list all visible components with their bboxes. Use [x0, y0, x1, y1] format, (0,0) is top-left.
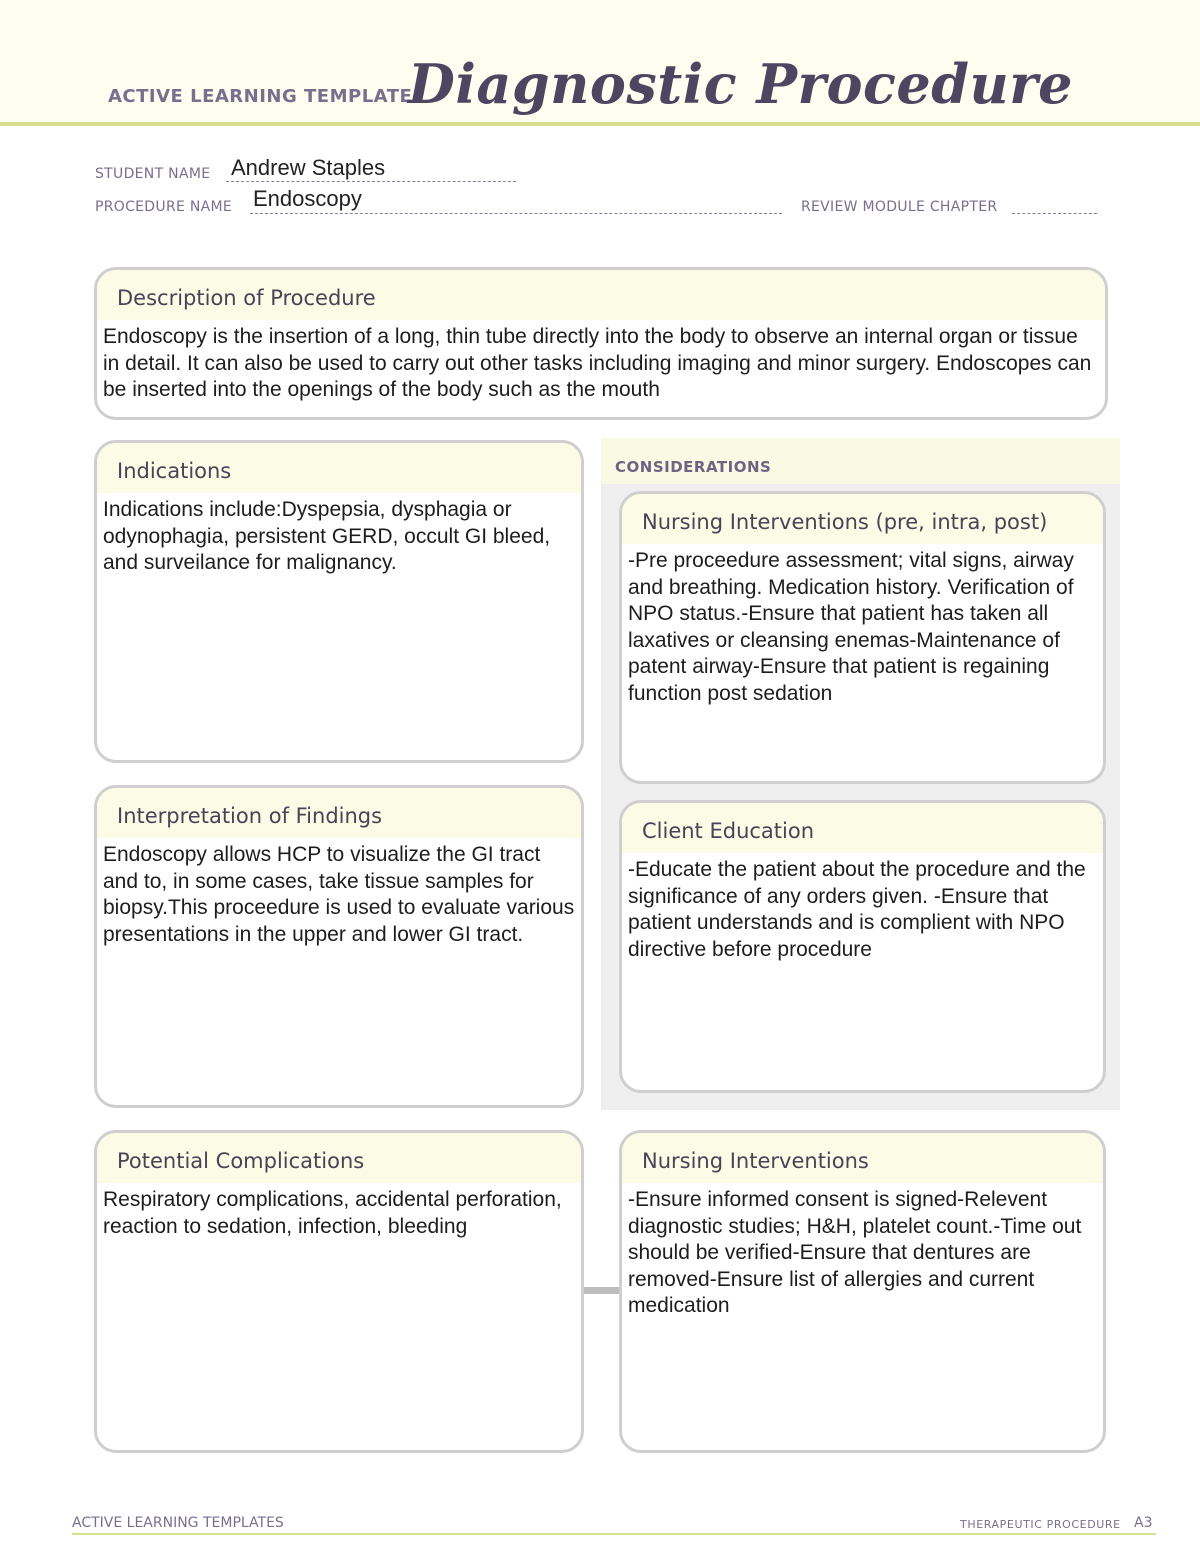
- nursing-interventions-ppp-heading: Nursing Interventions (pre, intra, post): [622, 494, 1103, 544]
- indications-text[interactable]: Indications include:Dyspepsia, dysphagia or odynophagia, persistent GERD, occult GI bleed, and surveilance for malignancy.: [103, 498, 551, 574]
- nursing-interventions-text[interactable]: -Ensure informed consent is signed-Relevent diagnostic studies; H&H, platelet count.-Time out should be verified-Ensure that dentures are removed-Ensure list of allergies and current medication: [628, 1188, 1082, 1317]
- procedure-name-underline: [250, 213, 782, 214]
- indications-heading: Indications: [97, 443, 581, 493]
- client-education-box: [619, 800, 1106, 1093]
- client-education-text[interactable]: -Educate the patient about the procedure and the significance of any orders given. -Ensure that patient understands and is complient with NPO directive before procedure: [628, 858, 1086, 961]
- description-box: [94, 267, 1108, 420]
- considerations-label: CONSIDERATIONS: [615, 458, 772, 476]
- indications-box: [94, 440, 584, 763]
- nursing-interventions-box: [619, 1130, 1106, 1453]
- nursing-interventions-ppp-text[interactable]: -Pre proceedure assessment; vital signs, airway and breathing. Medication history. Verification of NPO status.-Ensure that patient has taken all laxatives or cleansing enemas-Maintenance of patent airway-Ensure that patient is regaining function post sedation: [628, 549, 1074, 705]
- review-module-label: REVIEW MODULE CHAPTER: [801, 199, 998, 215]
- footer-page-number: A3: [1134, 1515, 1153, 1531]
- box-connector: [582, 1287, 620, 1294]
- procedure-name-label: PROCEDURE NAME: [95, 199, 233, 215]
- procedure-name-field[interactable]: Endoscopy: [253, 186, 362, 211]
- footer-left-label: ACTIVE LEARNING TEMPLATES: [72, 1515, 284, 1531]
- student-name-field[interactable]: Andrew Staples: [231, 155, 386, 180]
- description-text[interactable]: Endoscopy is the insertion of a long, thin tube directly into the body to observe an internal organ or tissue in detail. It can also be used to carry out other tasks including imaging and minor surgery. Endoscopes can be inserted into the openings of the body such as the mouth: [103, 325, 1092, 401]
- complications-box: [94, 1130, 584, 1453]
- nursing-interventions-ppp-box: [619, 491, 1106, 784]
- interpretation-heading: Interpretation of Findings: [97, 788, 581, 838]
- description-heading: Description of Procedure: [97, 270, 1105, 320]
- complications-text[interactable]: Respiratory complications, accidental perforation, reaction to sedation, infection, bleeding: [103, 1188, 562, 1238]
- student-name-underline: [226, 181, 516, 182]
- page-title: Diagnostic Procedure: [408, 52, 1074, 116]
- interpretation-box: [94, 785, 584, 1108]
- header-divider: [0, 122, 1200, 126]
- template-label: ACTIVE LEARNING TEMPLATE:: [108, 86, 420, 107]
- client-education-heading: Client Education: [622, 803, 1103, 853]
- interpretation-text[interactable]: Endoscopy allows HCP to visualize the GI tract and to, in some cases, take tissue samples for biopsy.This proceedure is used to evaluate various presentations in the upper and lower GI tract.: [103, 843, 575, 946]
- student-name-label: STUDENT NAME: [95, 166, 211, 182]
- footer-divider: [72, 1533, 1156, 1535]
- complications-heading: Potential Complications: [97, 1133, 581, 1183]
- review-module-underline: [1012, 213, 1097, 214]
- nursing-interventions-heading: Nursing Interventions: [622, 1133, 1103, 1183]
- footer-right-label: THERAPEUTIC PROCEDURE: [960, 1518, 1121, 1531]
